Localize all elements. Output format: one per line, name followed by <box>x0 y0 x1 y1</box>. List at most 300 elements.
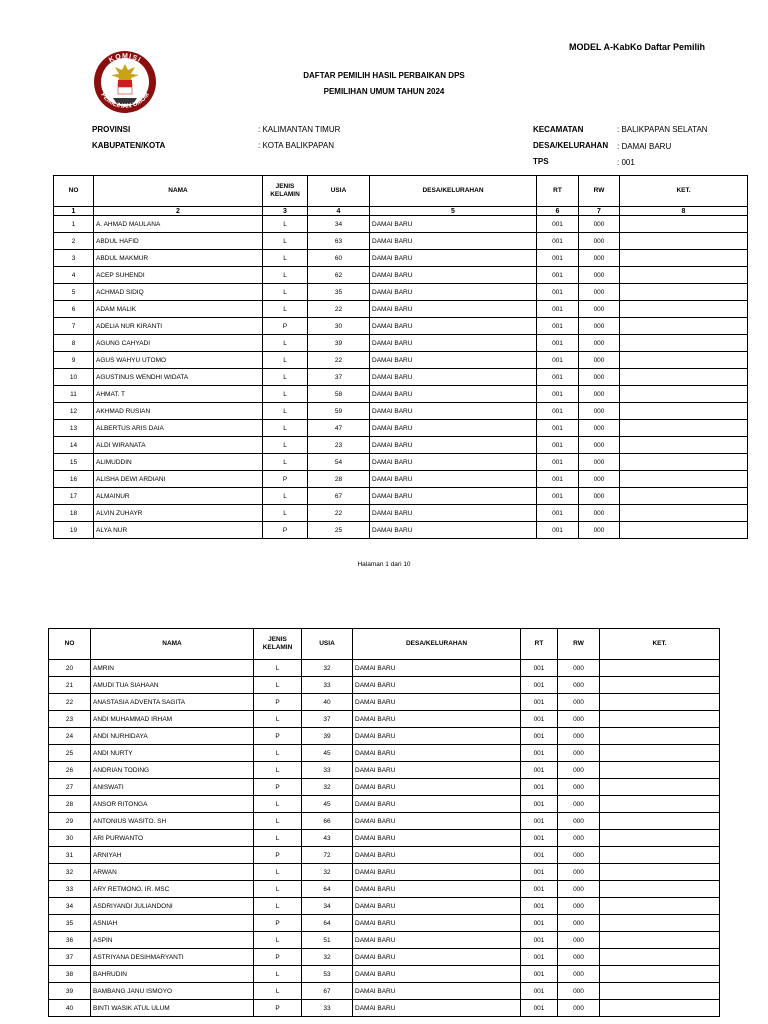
col-header-desa: DESA/KELURAHAN <box>370 176 537 207</box>
cell-usia: 34 <box>308 216 370 233</box>
cell-usia: 54 <box>308 454 370 471</box>
cell-usia: 45 <box>302 745 353 762</box>
cell-ket <box>600 864 720 881</box>
cell-jenis-kelamin: L <box>263 216 308 233</box>
cell-rw: 000 <box>558 762 600 779</box>
cell-jenis-kelamin: P <box>263 522 308 539</box>
cell-jenis-kelamin: P <box>263 471 308 488</box>
table-row <box>54 250 748 267</box>
col-number: 5 <box>370 207 537 216</box>
table-row <box>49 711 720 728</box>
cell-ket <box>620 386 748 403</box>
column-number-row <box>54 207 748 216</box>
cell-jenis-kelamin: L <box>263 335 308 352</box>
cell-nama: ARI PURWANTO <box>91 830 254 847</box>
cell-ket <box>600 796 720 813</box>
cell-ket <box>600 762 720 779</box>
cell-ket <box>600 677 720 694</box>
col-number: 4 <box>308 207 370 216</box>
cell-ket <box>620 403 748 420</box>
cell-no: 34 <box>49 898 91 915</box>
cell-desa: DAMAI BARU <box>370 420 537 437</box>
cell-ket <box>620 318 748 335</box>
cell-rt: 001 <box>521 779 558 796</box>
cell-usia: 32 <box>302 660 353 677</box>
model-label: MODEL A-KabKo Daftar Pemilih <box>569 42 706 52</box>
cell-usia: 32 <box>302 864 353 881</box>
cell-rt: 001 <box>521 830 558 847</box>
table-row <box>49 949 720 966</box>
cell-no: 27 <box>49 779 91 796</box>
cell-rt: 001 <box>537 250 579 267</box>
col-header-ket: KET. <box>600 629 720 660</box>
cell-rt: 001 <box>537 522 579 539</box>
cell-nama: AGUNG CAHYADI <box>94 335 263 352</box>
col-number: 2 <box>94 207 263 216</box>
cell-nama: ALDI WIRANATA <box>94 437 263 454</box>
cell-ket <box>620 284 748 301</box>
cell-no: 33 <box>49 881 91 898</box>
cell-rt: 001 <box>537 284 579 301</box>
kecamatan-label: KECAMATAN <box>533 125 584 134</box>
svg-text:KOMISI: KOMISI <box>108 52 143 65</box>
cell-rt: 001 <box>537 335 579 352</box>
cell-jenis-kelamin: L <box>263 488 308 505</box>
cell-usia: 39 <box>308 335 370 352</box>
cell-desa: DAMAI BARU <box>370 301 537 318</box>
cell-nama: ACEP SUHENDI <box>94 267 263 284</box>
cell-jenis-kelamin: P <box>254 728 302 745</box>
cell-ket <box>620 522 748 539</box>
cell-rt: 001 <box>521 728 558 745</box>
cell-rt: 001 <box>537 301 579 318</box>
table-row <box>49 1000 720 1017</box>
cell-usia: 22 <box>308 505 370 522</box>
table-row <box>49 762 720 779</box>
table-row <box>49 847 720 864</box>
cell-nama: ANSOR RITONGA <box>91 796 254 813</box>
cell-ket <box>600 779 720 796</box>
col-header-nama: NAMA <box>91 629 254 660</box>
cell-rt: 001 <box>537 471 579 488</box>
cell-rt: 001 <box>521 796 558 813</box>
cell-usia: 22 <box>308 301 370 318</box>
cell-jenis-kelamin: P <box>254 915 302 932</box>
cell-rw: 000 <box>558 983 600 1000</box>
cell-rw: 000 <box>558 898 600 915</box>
cell-usia: 33 <box>302 677 353 694</box>
cell-desa: DAMAI BARU <box>370 369 537 386</box>
cell-nama: ABDUL MAKMUR <box>94 250 263 267</box>
cell-desa: DAMAI BARU <box>370 437 537 454</box>
cell-rw: 000 <box>558 745 600 762</box>
cell-ket <box>600 745 720 762</box>
cell-nama: ANDRIAN TODING <box>91 762 254 779</box>
cell-nama: BAHRUDIN <box>91 966 254 983</box>
cell-rt: 001 <box>537 233 579 250</box>
cell-nama: ABDUL HAFID <box>94 233 263 250</box>
cell-jenis-kelamin: L <box>263 437 308 454</box>
cell-rw: 000 <box>579 267 620 284</box>
document-subtitle: PEMILIHAN UMUM TAHUN 2024 <box>323 87 445 96</box>
cell-no: 39 <box>49 983 91 1000</box>
cell-usia: 60 <box>308 250 370 267</box>
cell-jenis-kelamin: L <box>254 983 302 1000</box>
table-row <box>54 488 748 505</box>
cell-no: 5 <box>54 284 94 301</box>
cell-jenis-kelamin: L <box>254 762 302 779</box>
cell-jenis-kelamin: P <box>263 318 308 335</box>
cell-no: 2 <box>54 233 94 250</box>
cell-no: 17 <box>54 488 94 505</box>
cell-ket <box>620 267 748 284</box>
cell-nama: ALISHA DEWI ARDIANI <box>94 471 263 488</box>
cell-jenis-kelamin: L <box>254 813 302 830</box>
cell-ket <box>620 505 748 522</box>
cell-rw: 000 <box>579 522 620 539</box>
col-header-no: NO <box>54 176 94 207</box>
cell-rw: 000 <box>579 386 620 403</box>
col-header-desa: DESA/KELURAHAN <box>353 629 521 660</box>
col-header-rw: RW <box>558 629 600 660</box>
cell-rw: 000 <box>579 284 620 301</box>
cell-jenis-kelamin: L <box>263 403 308 420</box>
cell-jenis-kelamin: L <box>254 796 302 813</box>
cell-desa: DAMAI BARU <box>370 454 537 471</box>
table-row <box>49 694 720 711</box>
table-row <box>54 386 748 403</box>
svg-text:PEMILIHAN UMUM: PEMILIHAN UMUM <box>99 91 151 111</box>
cell-rt: 001 <box>521 677 558 694</box>
cell-rt: 001 <box>537 352 579 369</box>
cell-rt: 001 <box>521 932 558 949</box>
cell-rt: 001 <box>521 660 558 677</box>
cell-rw: 000 <box>579 216 620 233</box>
cell-desa: DAMAI BARU <box>353 881 521 898</box>
cell-usia: 64 <box>302 915 353 932</box>
cell-jenis-kelamin: P <box>254 1000 302 1017</box>
table-row <box>54 233 748 250</box>
cell-rw: 000 <box>558 881 600 898</box>
cell-rt: 001 <box>521 881 558 898</box>
cell-nama: ARWAN <box>91 864 254 881</box>
cell-jenis-kelamin: P <box>254 694 302 711</box>
provinsi-label: PROVINSI <box>92 125 131 134</box>
cell-jenis-kelamin: P <box>254 779 302 796</box>
cell-no: 10 <box>54 369 94 386</box>
cell-desa: DAMAI BARU <box>370 403 537 420</box>
table-row <box>54 352 748 369</box>
cell-desa: DAMAI BARU <box>370 250 537 267</box>
cell-ket <box>600 830 720 847</box>
cell-rt: 001 <box>537 488 579 505</box>
cell-usia: 43 <box>302 830 353 847</box>
cell-desa: DAMAI BARU <box>370 335 537 352</box>
table-row <box>54 284 748 301</box>
cell-rw: 000 <box>558 864 600 881</box>
table-row <box>54 267 748 284</box>
cell-desa: DAMAI BARU <box>353 694 521 711</box>
cell-ket <box>600 847 720 864</box>
cell-nama: ASDRIYANDI JULIANDONI <box>91 898 254 915</box>
cell-nama: ASNIAH <box>91 915 254 932</box>
col-header-jenis-kelamin: JENIS KELAMIN <box>263 176 308 207</box>
cell-desa: DAMAI BARU <box>353 915 521 932</box>
cell-rt: 001 <box>537 386 579 403</box>
cell-nama: ANISWATI <box>91 779 254 796</box>
cell-jenis-kelamin: L <box>263 420 308 437</box>
cell-jenis-kelamin: L <box>254 864 302 881</box>
cell-desa: DAMAI BARU <box>353 779 521 796</box>
cell-ket <box>620 335 748 352</box>
cell-rw: 000 <box>579 250 620 267</box>
cell-no: 22 <box>49 694 91 711</box>
cell-desa: DAMAI BARU <box>370 318 537 335</box>
cell-rt: 001 <box>521 983 558 1000</box>
cell-jenis-kelamin: L <box>263 284 308 301</box>
cell-no: 38 <box>49 966 91 983</box>
cell-usia: 63 <box>308 233 370 250</box>
col-header-rw: RW <box>579 176 620 207</box>
table-row <box>54 437 748 454</box>
cell-nama: AGUS WAHYU UTOMO <box>94 352 263 369</box>
cell-ket <box>620 369 748 386</box>
cell-usia: 62 <box>308 267 370 284</box>
cell-no: 3 <box>54 250 94 267</box>
table-row <box>54 420 748 437</box>
cell-rw: 000 <box>558 932 600 949</box>
table-row <box>54 301 748 318</box>
cell-jenis-kelamin: L <box>254 898 302 915</box>
cell-desa: DAMAI BARU <box>370 386 537 403</box>
cell-rw: 000 <box>558 915 600 932</box>
cell-jenis-kelamin: L <box>263 505 308 522</box>
cell-desa: DAMAI BARU <box>370 267 537 284</box>
cell-desa: DAMAI BARU <box>353 762 521 779</box>
table-row <box>49 660 720 677</box>
cell-rw: 000 <box>579 471 620 488</box>
table-row <box>49 864 720 881</box>
cell-rw: 000 <box>558 728 600 745</box>
cell-rw: 000 <box>579 403 620 420</box>
cell-desa: DAMAI BARU <box>370 284 537 301</box>
table-row <box>49 830 720 847</box>
col-header-no: NO <box>49 629 91 660</box>
cell-no: 30 <box>49 830 91 847</box>
cell-nama: ALVIN ZUHAYR <box>94 505 263 522</box>
cell-no: 29 <box>49 813 91 830</box>
cell-rw: 000 <box>579 420 620 437</box>
cell-usia: 53 <box>302 966 353 983</box>
cell-ket <box>600 949 720 966</box>
cell-usia: 33 <box>302 1000 353 1017</box>
table-row <box>49 915 720 932</box>
col-number: 1 <box>54 207 94 216</box>
cell-nama: AHMAT. T <box>94 386 263 403</box>
col-header-usia: USIA <box>302 629 353 660</box>
cell-no: 37 <box>49 949 91 966</box>
table-row <box>54 454 748 471</box>
cell-no: 18 <box>54 505 94 522</box>
cell-nama: ANDI NURTY <box>91 745 254 762</box>
cell-usia: 35 <box>308 284 370 301</box>
cell-ket <box>620 471 748 488</box>
col-header-jenis-kelamin: JENIS KELAMIN <box>254 629 302 660</box>
cell-ket <box>620 216 748 233</box>
cell-nama: ALYA NUR <box>94 522 263 539</box>
cell-usia: 32 <box>302 949 353 966</box>
cell-desa: DAMAI BARU <box>353 711 521 728</box>
table-row <box>49 813 720 830</box>
cell-nama: BAMBANG JANU ISMOYO <box>91 983 254 1000</box>
cell-jenis-kelamin: P <box>254 847 302 864</box>
cell-no: 7 <box>54 318 94 335</box>
cell-jenis-kelamin: L <box>263 369 308 386</box>
cell-desa: DAMAI BARU <box>353 949 521 966</box>
cell-rt: 001 <box>537 267 579 284</box>
cell-usia: 40 <box>302 694 353 711</box>
col-header-usia: USIA <box>308 176 370 207</box>
cell-ket <box>600 915 720 932</box>
cell-desa: DAMAI BARU <box>353 1000 521 1017</box>
cell-desa: DAMAI BARU <box>353 745 521 762</box>
cell-rw: 000 <box>579 369 620 386</box>
document-title: DAFTAR PEMILIH HASIL PERBAIKAN DPS <box>303 71 465 80</box>
cell-desa: DAMAI BARU <box>370 352 537 369</box>
cell-nama: ANASTASIA ADVENTA SAGITA <box>91 694 254 711</box>
cell-ket <box>600 966 720 983</box>
cell-ket <box>620 488 748 505</box>
cell-ket <box>600 813 720 830</box>
cell-desa: DAMAI BARU <box>353 796 521 813</box>
tps-value: : 001 <box>617 158 635 167</box>
cell-no: 26 <box>49 762 91 779</box>
cell-no: 6 <box>54 301 94 318</box>
cell-nama: ANTONIUS WASITO. SH <box>91 813 254 830</box>
cell-jenis-kelamin: L <box>254 830 302 847</box>
cell-desa: DAMAI BARU <box>353 932 521 949</box>
col-header-nama: NAMA <box>94 176 263 207</box>
cell-rw: 000 <box>558 677 600 694</box>
desa-label: DESA/KELURAHAN <box>533 141 609 150</box>
table-row <box>54 471 748 488</box>
table-row <box>49 796 720 813</box>
cell-no: 16 <box>54 471 94 488</box>
cell-rt: 001 <box>537 369 579 386</box>
cell-no: 15 <box>54 454 94 471</box>
cell-rw: 000 <box>579 301 620 318</box>
cell-no: 14 <box>54 437 94 454</box>
table-row <box>49 779 720 796</box>
cell-rw: 000 <box>579 437 620 454</box>
cell-nama: ALBERTUS ARIS DAIA <box>94 420 263 437</box>
cell-ket <box>620 301 748 318</box>
cell-desa: DAMAI BARU <box>353 677 521 694</box>
cell-no: 32 <box>49 864 91 881</box>
cell-rt: 001 <box>537 318 579 335</box>
cell-no: 21 <box>49 677 91 694</box>
cell-rw: 000 <box>558 966 600 983</box>
cell-rt: 001 <box>521 762 558 779</box>
table-row <box>49 677 720 694</box>
cell-jenis-kelamin: L <box>263 386 308 403</box>
cell-rt: 001 <box>521 711 558 728</box>
cell-nama: ASTRIYANA DESIHMARYANTI <box>91 949 254 966</box>
cell-ket <box>600 983 720 1000</box>
cell-no: 13 <box>54 420 94 437</box>
cell-nama: ADAM MALIK <box>94 301 263 318</box>
table-row <box>49 983 720 1000</box>
cell-no: 19 <box>54 522 94 539</box>
cell-ket <box>620 250 748 267</box>
cell-rw: 000 <box>558 796 600 813</box>
cell-jenis-kelamin: P <box>254 949 302 966</box>
cell-rw: 000 <box>558 694 600 711</box>
cell-rw: 000 <box>558 779 600 796</box>
cell-jenis-kelamin: L <box>254 711 302 728</box>
table-row <box>54 216 748 233</box>
cell-ket <box>600 898 720 915</box>
cell-rt: 001 <box>521 745 558 762</box>
table-header-row <box>54 176 748 207</box>
table-row <box>49 728 720 745</box>
cell-rt: 001 <box>521 1000 558 1017</box>
cell-nama: AGUSTINUS WENDHI WIDATA <box>94 369 263 386</box>
provinsi-value: : KALIMANTAN TIMUR <box>258 125 341 134</box>
cell-nama: ARY RETMONO. IR. MSC <box>91 881 254 898</box>
cell-ket <box>600 728 720 745</box>
cell-desa: DAMAI BARU <box>353 864 521 881</box>
voter-table-page1 <box>53 175 748 539</box>
cell-no: 31 <box>49 847 91 864</box>
cell-jenis-kelamin: L <box>263 267 308 284</box>
cell-ket <box>620 454 748 471</box>
voter-table-page2 <box>48 628 720 1017</box>
cell-usia: 28 <box>308 471 370 488</box>
cell-ket <box>620 233 748 250</box>
cell-rt: 001 <box>521 915 558 932</box>
desa-value: : DAMAI BARU <box>617 142 672 151</box>
kabkota-value: : KOTA BALIKPAPAN <box>258 141 335 150</box>
cell-usia: 25 <box>308 522 370 539</box>
cell-desa: DAMAI BARU <box>353 813 521 830</box>
cell-rt: 001 <box>521 949 558 966</box>
cell-usia: 58 <box>308 386 370 403</box>
cell-rw: 000 <box>558 711 600 728</box>
cell-desa: DAMAI BARU <box>353 847 521 864</box>
col-number: 8 <box>620 207 748 216</box>
table-row <box>54 522 748 539</box>
cell-no: 20 <box>49 660 91 677</box>
col-number: 3 <box>263 207 308 216</box>
cell-jenis-kelamin: L <box>263 250 308 267</box>
tps-label: TPS <box>533 157 549 166</box>
cell-jenis-kelamin: L <box>254 745 302 762</box>
cell-nama: AMRIN <box>91 660 254 677</box>
kpu-logo-text <box>93 50 157 114</box>
cell-ket <box>620 420 748 437</box>
cell-rt: 001 <box>537 420 579 437</box>
cell-ket <box>600 881 720 898</box>
col-number: 6 <box>537 207 579 216</box>
cell-rw: 000 <box>579 233 620 250</box>
cell-rt: 001 <box>537 437 579 454</box>
kabkota-label: KABUPATEN/KOTA <box>92 141 166 150</box>
cell-rw: 000 <box>558 813 600 830</box>
table-row <box>49 745 720 762</box>
cell-jenis-kelamin: L <box>263 301 308 318</box>
cell-nama: ANDI MUHAMMAD IRHAM <box>91 711 254 728</box>
